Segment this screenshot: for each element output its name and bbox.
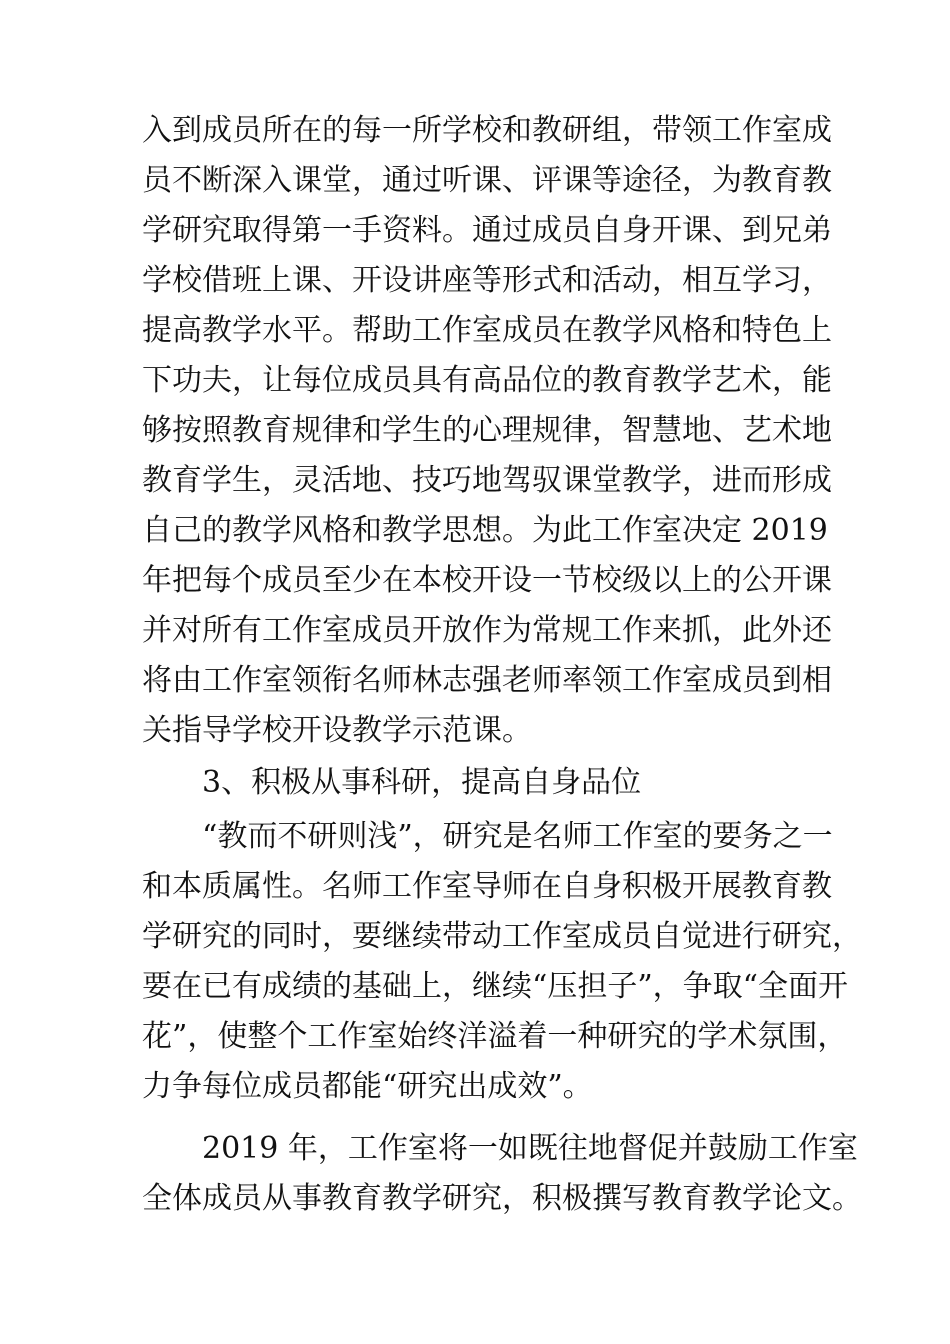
paragraph-line: 提高教学水平。帮助工作室成员在教学风格和特色上 — [142, 313, 832, 348]
paragraph-line: 关指导学校开设教学示范课。 — [142, 713, 532, 748]
paragraph-line: 自己的教学风格和教学思想。为此工作室决定 2019 — [142, 513, 828, 548]
paragraph-line: “教而不研则浅”，研究是名师工作室的要务之一 — [202, 819, 833, 854]
paragraph-1 — [142, 106, 832, 756]
paragraph-line: 员不断深入课堂，通过听课、评课等途径，为教育教 — [142, 163, 832, 198]
paragraph-line: 力争每位成员都能“研究出成效”。 — [142, 1069, 593, 1104]
paragraph-line: 学校借班上课、开设讲座等形式和活动，相互学习， — [142, 263, 832, 298]
paragraph-3 — [142, 1124, 862, 1224]
paragraph-line: 够按照教育规律和学生的心理规律，智慧地、艺术地 — [142, 413, 832, 448]
paragraph-line: 将由工作室领衔名师林志强老师率领工作室成员到相 — [142, 663, 832, 698]
paragraph-line: 要在已有成绩的基础上，继续“压担子”，争取“全面开 — [142, 969, 849, 1004]
paragraph-line: 和本质属性。名师工作室导师在自身积极开展教育教 — [142, 869, 832, 904]
paragraph-2 — [142, 812, 862, 1112]
paragraph-line: 2019 年，工作室将一如既往地督促并鼓励工作室 — [202, 1131, 858, 1166]
paragraph-line: 学研究取得第一手资料。通过成员自身开课、到兄弟 — [142, 213, 832, 248]
paragraph-line: 下功夫，让每位成员具有高品位的教育教学艺术，能 — [142, 363, 832, 398]
section-heading: 3、积极从事科研，提高自身品位 — [202, 765, 642, 800]
paragraph-line: 入到成员所在的每一所学校和教研组，带领工作室成 — [142, 113, 832, 148]
paragraph-line: 年把每个成员至少在本校开设一节校级以上的公开课 — [142, 563, 832, 598]
paragraph-line: 花”，使整个工作室始终洋溢着一种研究的学术氛围， — [142, 1019, 848, 1054]
document-body — [142, 106, 862, 1224]
paragraph-line: 全体成员从事教育教学研究，积极撰写教育教学论文。 — [142, 1181, 862, 1216]
paragraph-line: 教育学生，灵活地、技巧地驾驭课堂教学，进而形成 — [142, 463, 832, 498]
paragraph-line: 学研究的同时，要继续带动工作室成员自觉进行研究， — [142, 919, 862, 954]
paragraph-line: 并对所有工作室成员开放作为常规工作来抓，此外还 — [142, 613, 832, 648]
